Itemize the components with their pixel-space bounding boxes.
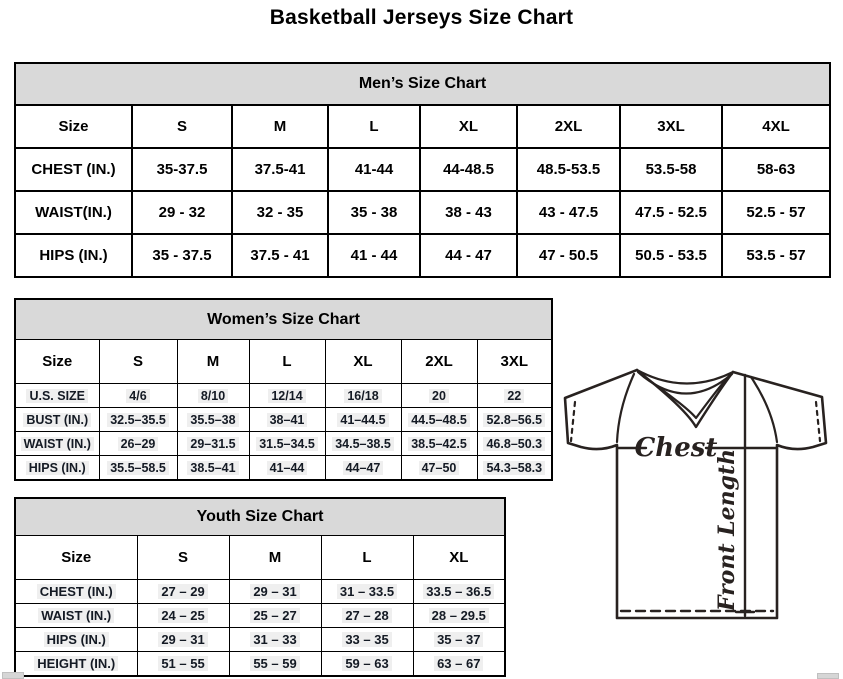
mens-cell: 37.5 - 41 <box>232 234 328 277</box>
left-armhole-seam <box>617 374 634 442</box>
cell-text: 34.5–38.5 <box>332 437 394 451</box>
mens-cell: 47.5 - 52.5 <box>620 191 722 234</box>
womens-us-size-row <box>15 384 552 408</box>
womens-cell <box>249 408 325 432</box>
mens-cell: 58-63 <box>722 148 830 191</box>
youth-cell <box>229 652 321 677</box>
womens-row-label-waist <box>15 432 99 456</box>
cell-text: 41–44.5 <box>337 413 388 427</box>
youth-cell <box>229 628 321 652</box>
scrollbar-fragment-left[interactable] <box>2 672 24 679</box>
youth-height-row <box>15 652 505 677</box>
chest-label: Chest <box>634 433 718 463</box>
cell-text: 25 – 27 <box>250 608 299 623</box>
front-length-label: Front Length <box>714 448 740 612</box>
mens-hips-row <box>15 234 830 277</box>
cell-text: WAIST (IN.) <box>21 437 94 451</box>
mens-col-header-4xl: 4XL <box>722 105 830 148</box>
cell-text: 41–44 <box>267 461 308 475</box>
cell-text: 22 <box>504 389 524 403</box>
youth-cell <box>321 652 413 677</box>
womens-cell <box>325 432 401 456</box>
womens-header-row <box>15 340 552 384</box>
mens-cell: 53.5-58 <box>620 148 722 191</box>
youth-cell <box>229 604 321 628</box>
womens-waist-row <box>15 432 552 456</box>
cell-text: 29 – 31 <box>250 584 299 599</box>
womens-cell <box>325 408 401 432</box>
youth-col-header-xl: XL <box>413 536 505 580</box>
mens-table-title-row <box>15 63 830 105</box>
womens-cell <box>177 384 249 408</box>
youth-waist-row <box>15 604 505 628</box>
youth-header-row <box>15 536 505 580</box>
jersey-outline <box>565 370 826 618</box>
mens-cell: 35-37.5 <box>132 148 232 191</box>
mens-cell: 48.5-53.5 <box>517 148 620 191</box>
mens-header-row <box>15 105 830 148</box>
womens-bust-row <box>15 408 552 432</box>
womens-hips-row <box>15 456 552 481</box>
cell-text: CHEST (IN.) <box>37 584 116 599</box>
cell-text: 52.8–56.5 <box>483 413 545 427</box>
mens-cell: 43 - 47.5 <box>517 191 620 234</box>
mens-cell: 35 - 38 <box>328 191 420 234</box>
mens-row-label-hips: HIPS (IN.) <box>15 234 132 277</box>
left-cuff-dashed-line <box>571 402 575 441</box>
page-title: Basketball Jerseys Size Chart <box>269 6 574 29</box>
cell-text: 44–47 <box>343 461 384 475</box>
youth-size-table <box>14 497 506 677</box>
youth-cell <box>321 580 413 604</box>
cell-text: 63 – 67 <box>434 656 483 671</box>
youth-row-label-height <box>15 652 137 677</box>
youth-table-title-row <box>15 498 505 536</box>
jersey-measurement-diagram <box>558 362 838 634</box>
youth-cell <box>413 580 505 604</box>
womens-cell <box>325 384 401 408</box>
womens-col-header-size: Size <box>15 340 99 384</box>
womens-cell <box>177 456 249 481</box>
cell-text: 38.5–42.5 <box>408 437 470 451</box>
youth-cell <box>229 580 321 604</box>
cell-text: 44.5–48.5 <box>408 413 470 427</box>
cell-text: 31.5–34.5 <box>256 437 318 451</box>
cell-text: 55 – 59 <box>250 656 299 671</box>
womens-cell <box>249 384 325 408</box>
mens-cell: 44 - 47 <box>420 234 517 277</box>
womens-col-header-m: M <box>177 340 249 384</box>
cell-text: 26–29 <box>118 437 159 451</box>
womens-cell <box>177 432 249 456</box>
youth-chest-row <box>15 580 505 604</box>
cell-text: 33 – 35 <box>342 632 391 647</box>
cell-text: WAIST (IN.) <box>38 608 114 623</box>
womens-row-label-us-size <box>15 384 99 408</box>
youth-cell <box>137 652 229 677</box>
cell-text: 32.5–35.5 <box>107 413 169 427</box>
womens-cell <box>401 456 477 481</box>
mens-col-header-l: L <box>328 105 420 148</box>
cell-text: 20 <box>429 389 449 403</box>
womens-cell <box>477 456 552 481</box>
womens-col-header-2xl: 2XL <box>401 340 477 384</box>
cell-text: 38–41 <box>267 413 308 427</box>
cell-text: 33.5 – 36.5 <box>423 584 494 599</box>
youth-cell <box>413 604 505 628</box>
womens-cell <box>99 384 177 408</box>
mens-cell: 38 - 43 <box>420 191 517 234</box>
womens-cell <box>249 456 325 481</box>
womens-row-label-hips <box>15 456 99 481</box>
mens-cell: 41 - 44 <box>328 234 420 277</box>
mens-col-header-size: Size <box>15 105 132 148</box>
mens-col-header-s: S <box>132 105 232 148</box>
mens-size-table <box>14 62 831 278</box>
cell-text: 35.5–38 <box>187 413 238 427</box>
mens-table-title: Men’s Size Chart <box>15 63 830 105</box>
cell-text: 16/18 <box>344 389 381 403</box>
cell-text: 51 – 55 <box>158 656 207 671</box>
youth-cell <box>137 628 229 652</box>
mens-cell: 29 - 32 <box>132 191 232 234</box>
mens-cell: 47 - 50.5 <box>517 234 620 277</box>
scrollbar-fragment-right[interactable] <box>817 673 839 679</box>
womens-cell <box>401 408 477 432</box>
womens-cell <box>477 384 552 408</box>
youth-cell <box>321 604 413 628</box>
mens-cell: 53.5 - 57 <box>722 234 830 277</box>
youth-col-header-s: S <box>137 536 229 580</box>
womens-table-title: Women’s Size Chart <box>15 299 552 340</box>
cell-text: 31 – 33.5 <box>337 584 397 599</box>
cell-text: 12/14 <box>268 389 305 403</box>
womens-col-header-l: L <box>249 340 325 384</box>
womens-cell <box>401 384 477 408</box>
cell-text: 35.5–58.5 <box>107 461 169 475</box>
mens-cell: 44-48.5 <box>420 148 517 191</box>
womens-cell <box>249 432 325 456</box>
youth-col-header-m: M <box>229 536 321 580</box>
cell-text: 28 – 29.5 <box>429 608 489 623</box>
youth-table-title: Youth Size Chart <box>15 498 505 536</box>
cell-text: 24 – 25 <box>158 608 207 623</box>
youth-row-label-waist <box>15 604 137 628</box>
womens-table-title-row <box>15 299 552 340</box>
right-cuff-dashed-line <box>816 402 820 441</box>
cell-text: HIPS (IN.) <box>26 461 89 475</box>
youth-row-label-chest <box>15 580 137 604</box>
womens-cell <box>99 456 177 481</box>
youth-cell <box>137 580 229 604</box>
womens-size-table <box>14 298 553 481</box>
mens-cell: 37.5-41 <box>232 148 328 191</box>
cell-text: 27 – 28 <box>342 608 391 623</box>
womens-cell <box>325 456 401 481</box>
cell-text: 54.3–58.3 <box>483 461 545 475</box>
womens-cell <box>477 408 552 432</box>
mens-cell: 35 - 37.5 <box>132 234 232 277</box>
mens-cell: 32 - 35 <box>232 191 328 234</box>
youth-col-header-l: L <box>321 536 413 580</box>
womens-cell <box>99 432 177 456</box>
womens-row-label-bust <box>15 408 99 432</box>
womens-col-header-s: S <box>99 340 177 384</box>
mens-waist-row <box>15 191 830 234</box>
youth-cell <box>413 628 505 652</box>
womens-col-header-xl: XL <box>325 340 401 384</box>
cell-text: U.S. SIZE <box>26 389 88 403</box>
cell-text: 29 – 31 <box>158 632 207 647</box>
youth-cell <box>413 652 505 677</box>
mens-chest-row <box>15 148 830 191</box>
mens-cell: 52.5 - 57 <box>722 191 830 234</box>
mens-cell: 50.5 - 53.5 <box>620 234 722 277</box>
cell-text: HEIGHT (IN.) <box>34 656 118 671</box>
youth-row-label-hips <box>15 628 137 652</box>
mens-col-header-2xl: 2XL <box>517 105 620 148</box>
womens-cell <box>99 408 177 432</box>
mens-col-header-m: M <box>232 105 328 148</box>
womens-cell <box>177 408 249 432</box>
cell-text: 27 – 29 <box>158 584 207 599</box>
cell-text: 59 – 63 <box>342 656 391 671</box>
jersey-diagram-svg <box>558 362 838 634</box>
cell-text: BUST (IN.) <box>23 413 91 427</box>
cell-text: 29–31.5 <box>187 437 238 451</box>
mens-row-label-waist: WAIST(IN.) <box>15 191 132 234</box>
womens-cell <box>401 432 477 456</box>
mens-col-header-3xl: 3XL <box>620 105 722 148</box>
youth-cell <box>321 628 413 652</box>
cell-text: 8/10 <box>198 389 228 403</box>
youth-col-header-size: Size <box>15 536 137 580</box>
cell-text: HIPS (IN.) <box>44 632 109 647</box>
womens-col-header-3xl: 3XL <box>477 340 552 384</box>
cell-text: 47–50 <box>419 461 460 475</box>
cell-text: 46.8–50.3 <box>483 437 545 451</box>
cell-text: 38.5–41 <box>187 461 238 475</box>
right-armhole-seam <box>751 377 777 442</box>
youth-cell <box>137 604 229 628</box>
cell-text: 4/6 <box>126 389 149 403</box>
mens-cell: 41-44 <box>328 148 420 191</box>
youth-hips-row <box>15 628 505 652</box>
cell-text: 35 – 37 <box>434 632 483 647</box>
mens-row-label-chest: CHEST (IN.) <box>15 148 132 191</box>
cell-text: 31 – 33 <box>250 632 299 647</box>
womens-cell <box>477 432 552 456</box>
mens-col-header-xl: XL <box>420 105 517 148</box>
